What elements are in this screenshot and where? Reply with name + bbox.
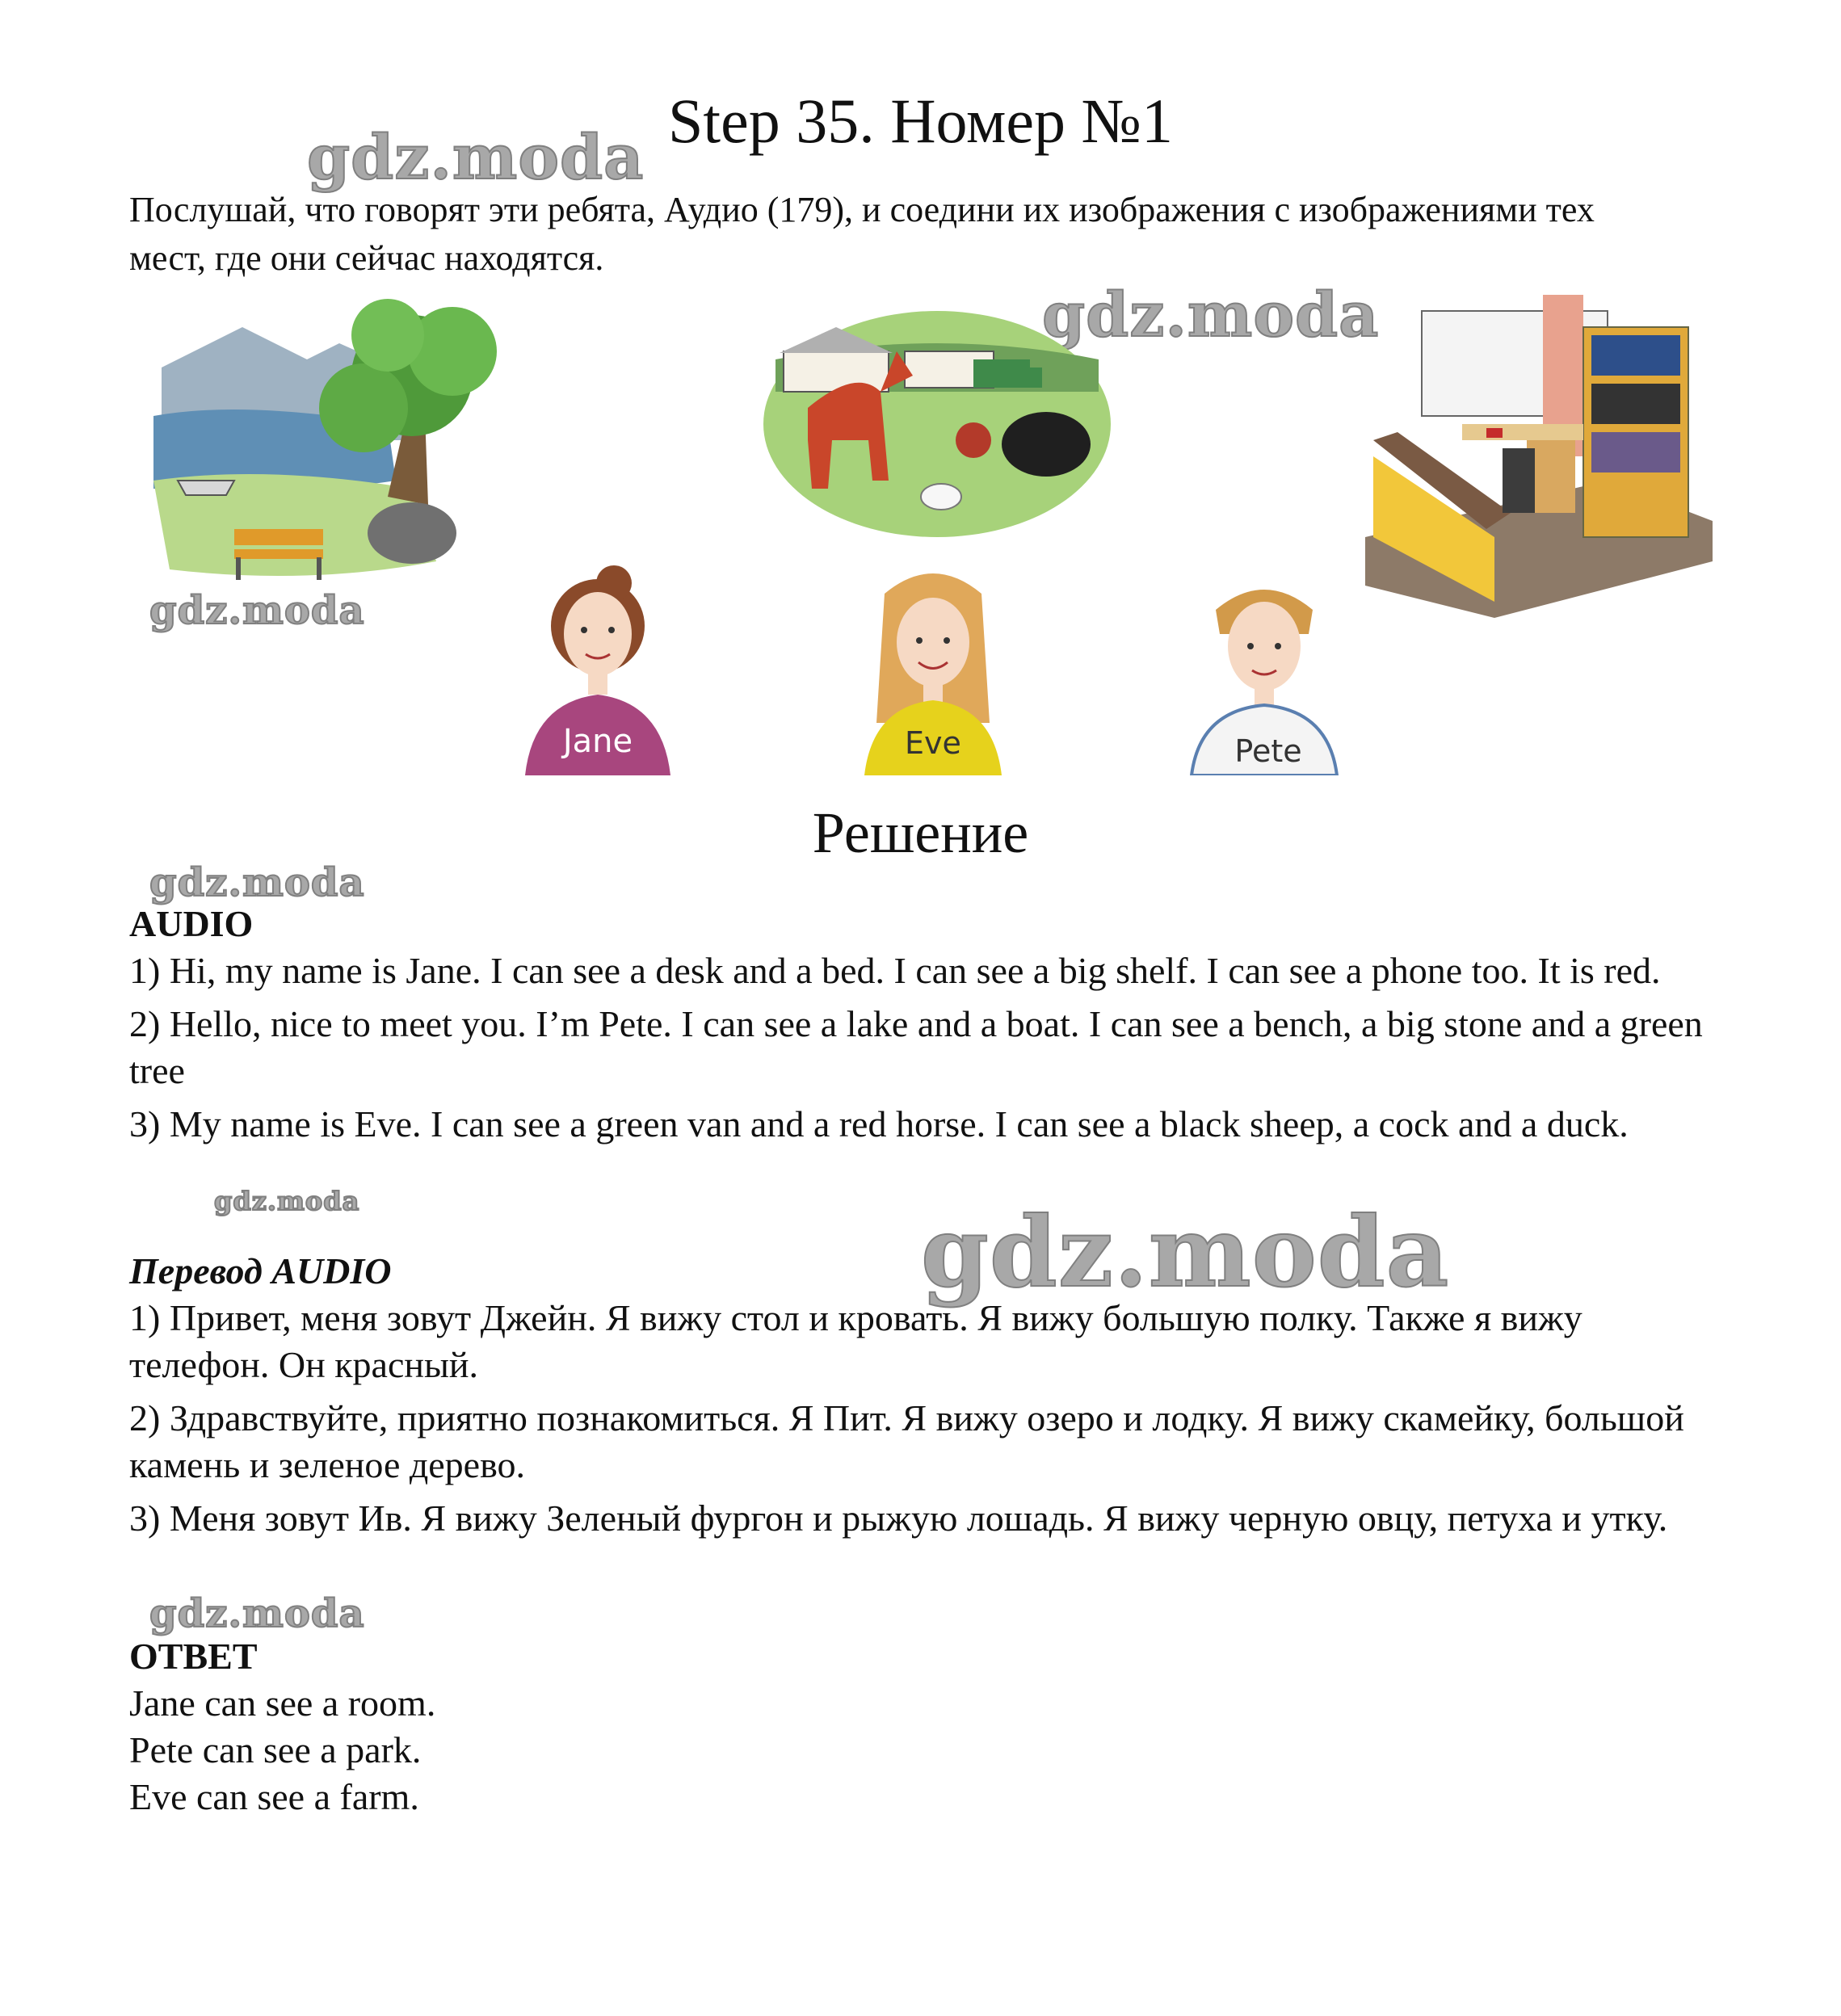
watermark: gdz.moda [214,1186,360,1216]
audio-label: AUDIO [129,903,254,944]
answer-section [129,1633,1713,1821]
translation-line: 3) Меня зовут Ив. Я вижу Зеленый фургон и рыжую лошадь. Я вижу черную овцу, петуха и утку. [129,1497,1668,1539]
translation-line: 2) Здравствуйте, приятно познакомиться. Я Пит. Я вижу озеро и лодку. Я вижу скамейку, большой камень и зеленое дерево. [129,1397,1684,1485]
solution-heading: Решение [812,800,1029,865]
watermark: gdz.moda [307,121,645,193]
translation-line: 1) Привет, меня зовут Джейн. Я вижу стол и кровать. Я вижу большую полку. Также я вижу телефон. Он красный. [129,1297,1583,1385]
audio-line: 1) Hi, my name is Jane. I can see a desk and a bed. I can see a big shelf. I can see a phone too. It is red. [129,950,1661,991]
farm-illustration [759,295,1115,537]
answer-line: Jane can see a room. [129,1682,436,1724]
room-illustration [1365,295,1713,618]
translation-label: Перевод AUDIO [129,1250,392,1292]
audio-line: 2) Hello, nice to meet you. I’m Pete. I can see a lake and a boat. I can see a bench, a big stone and a green tree [129,1003,1703,1091]
watermark: gdz.moda [149,588,365,633]
jane-shirt-label: Jane [562,723,633,760]
watermark: gdz.moda [921,1195,1450,1309]
pete-shirt-label: Pete [1234,733,1302,769]
watermark: gdz.moda [149,1591,365,1636]
audio-line: 3) My name is Eve. I can see a green van and a red horse. I can see a black sheep, a cock and a duck. [129,1103,1629,1144]
answer-line: Eve can see a farm. [129,1776,419,1817]
page-title: Step 35. Номер №1 [668,86,1173,156]
audio-section [129,901,1713,1154]
answer-line: Pete can see a park. [129,1729,422,1770]
answer-label: ОТВЕТ [129,1636,258,1677]
watermark: gdz.moda [149,860,365,905]
watermark: gdz.moda [1042,279,1380,351]
eve-shirt-label: Eve [905,725,961,761]
park-illustration [145,295,517,594]
task-instruction: Послушай, что говорят эти ребята, Аудио (179), и соедини их изображения с изображениями тех мест, где они сейчас находятся. [129,190,1595,278]
translation-section [129,1248,1713,1548]
